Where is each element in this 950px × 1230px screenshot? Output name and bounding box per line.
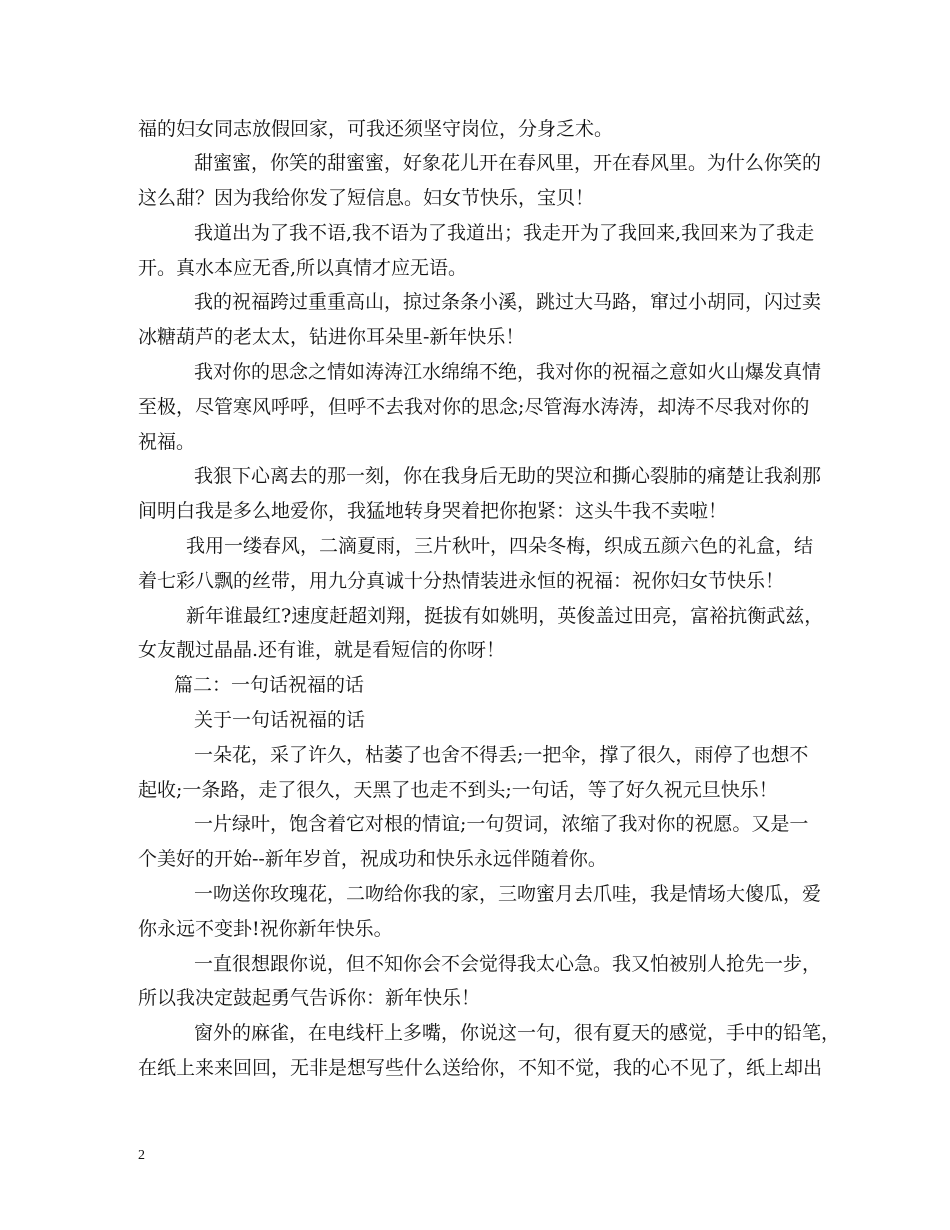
text-line: 窗外的麻雀，在电线杆上多嘴，你说这一句，很有夏天的感觉，手中的铅笔， <box>194 1022 841 1044</box>
text-line: 冰糖葫芦的老太太，钻进你耳朵里-新年快乐！ <box>138 326 525 348</box>
text-line: 我对你的思念之情如涛涛江水绵绵不绝，我对你的祝福之意如火山爆发真情 <box>194 361 822 383</box>
text-line: 起收;一条路，走了很久，天黑了也走不到头;一句话，等了好久祝元旦快乐！ <box>138 779 778 801</box>
text-line: 一吻送你玫瑰花，二吻给你我的家，三吻蜜月去爪哇，我是情场大傻瓜，爱 <box>194 883 822 905</box>
text-line: 着七彩八飘的丝带，用九分真诚十分热情装进永恒的祝福：祝你妇女节快乐！ <box>138 570 785 592</box>
text-line: 这么甜？因为我给你发了短信息。妇女节快乐，宝贝！ <box>138 187 595 209</box>
text-line: 间明白我是多么地爱你，我猛地转身哭着把你抱紧：这头牛我不卖啦！ <box>138 500 728 522</box>
subsection-heading: 关于一句话祝福的话 <box>194 709 366 731</box>
text-line: 至极，尽管寒风呼呼，但呼不去我对你的思念;尽管海水涛涛，却涛不尽我对你的 <box>138 396 810 418</box>
text-line: 你永远不变卦!祝你新年快乐。 <box>138 918 393 940</box>
text-line: 一片绿叶，饱含着它对根的情谊;一句贺词，浓缩了我对你的祝愿。又是一 <box>194 813 809 835</box>
text-line: 在纸上来来回回，无非是想写些什么送给你，不知不觉，我的心不见了，纸上却出 <box>138 1057 823 1079</box>
text-line: 个美好的开始--新年岁首，祝成功和快乐永远伴随着你。 <box>138 848 607 870</box>
text-line: 我的祝福跨过重重高山，掠过条条小溪，跳过大马路，窜过小胡同，闪过卖 <box>194 291 822 313</box>
text-line: 甜蜜蜜，你笑的甜蜜蜜，好象花儿开在春风里，开在春风里。为什么你笑的 <box>194 152 822 174</box>
text-line: 我狠下心离去的那一刻，你在我身后无助的哭泣和撕心裂肺的痛楚让我刹那 <box>194 465 822 487</box>
text-line: 新年谁最红?速度赶超刘翔，挺拔有如姚明，英俊盖过田亮，富裕抗衡武兹， <box>186 605 824 627</box>
page-number: 2 <box>138 1148 145 1163</box>
text-line: 所以我决定鼓起勇气告诉你：新年快乐！ <box>138 987 481 1009</box>
text-line: 祝福。 <box>138 431 196 453</box>
section-heading: 篇二：一句话祝福的话 <box>174 674 365 696</box>
text-line: 女友靓过晶晶.还有谁，就是看短信的你呀！ <box>138 639 506 661</box>
text-line: 一朵花，采了许久，枯萎了也舍不得丢;一把伞，撑了很久，雨停了也想不 <box>194 744 809 766</box>
text-line: 我用一缕春风，二滴夏雨，三片秋叶，四朵冬梅，织成五颜六色的礼盒，结 <box>186 535 814 557</box>
text-line: 福的妇女同志放假回家，可我还须坚守岗位，分身乏术。 <box>138 118 614 140</box>
text-line: 我道出为了我不语,我不语为了我道出；我走开为了我回来,我回来为了我走 <box>194 222 815 244</box>
text-line: 开。真水本应无香,所以真情才应无语。 <box>138 257 468 279</box>
text-line: 一直很想跟你说，但不知你会不会觉得我太心急。我又怕被别人抢先一步， <box>194 953 822 975</box>
